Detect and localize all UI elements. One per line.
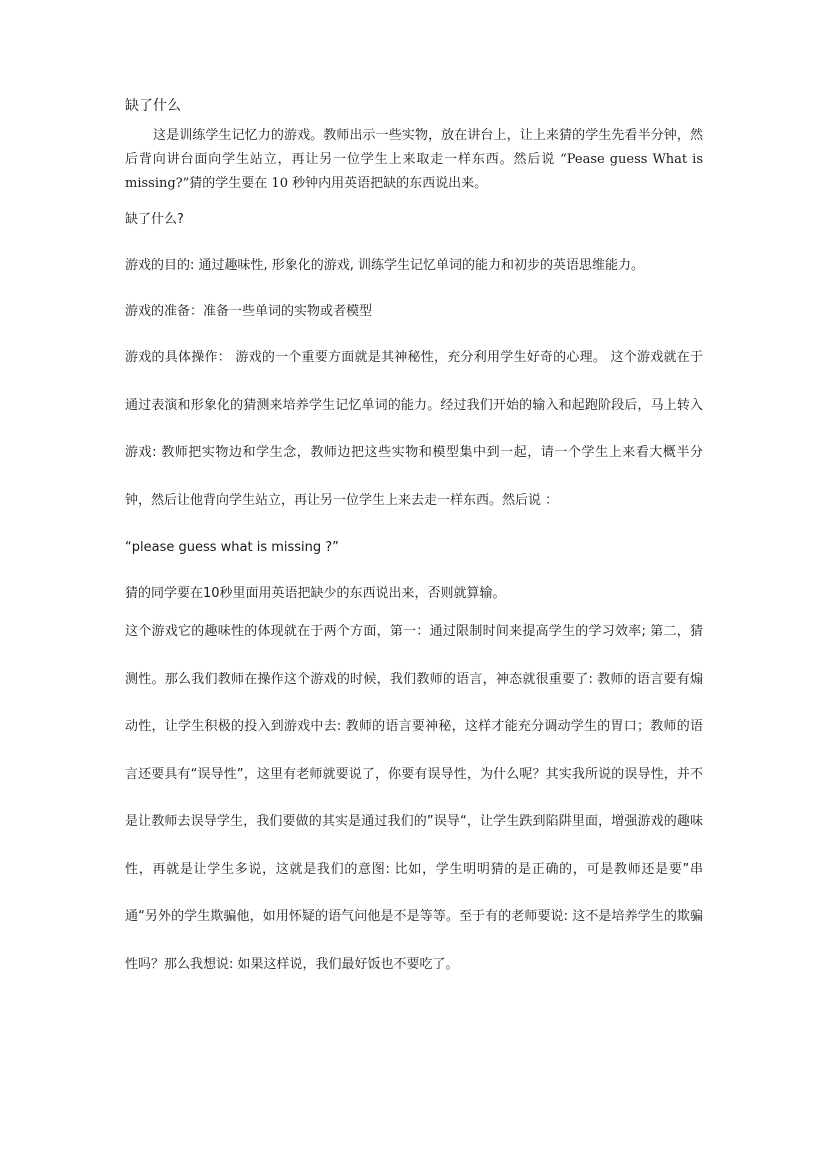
game-analysis: 这个游戏它的趣味性的体现就在于两个方面，第一：通过限制时间来提高学生的学习效率; 第二，猜测性。那么我们教师在操作这个游戏的时候，我们教师的语言，神态就很重要了: 教师的语言要有煽动性，让学生积极的投入到游戏中去: 教师的语言要神秘，这样才能充分调动学生的胃口；教师的语言还要具有“误导性”，这里有老师就要说了，你要有误导性，为什么呢？其实我所说的误导性，并不是让教师去误导学生，我们要做的其实是通过我们的”误导“，让学生跌到陷阱里面，增强游戏的趣味性，再就是让学生多说，这就是我们的意图: 比如，学生明明猜的是正确的，可是教师还是要”串通“另外的学生欺骗他，如用怀疑的语气问他是不是等等。至于有的老师要说: 这不是培养学生的欺骗性吗？那么我想说: 如果这样说，我们最好饭也不要吃了。	[125, 624, 703, 972]
game-purpose: 游戏的目的: 通过趣味性, 形象化的游戏, 训练学生记忆单词的能力和初步的英语思维能力。	[125, 258, 645, 273]
game-preparation: 游戏的准备：准备一些单词的实物或者模型	[125, 304, 373, 319]
intro-paragraph: 这是训练学生记忆力的游戏。教师出示一些实物，放在讲台上，让上来猜的学生先看半分钟，然后背向讲台面向学生站立，再让另一位学生上来取走一样东西。然后说 “Pease guess What is missing?”猜的学生要在 10 秒钟内用英语把缺的东西说出来。	[125, 128, 703, 191]
game-operation: 游戏的具体操作： 游戏的一个重要方面就是其神秘性，充分利用学生好奇的心理。 这个游戏就在于通过表演和形象化的猜测来培养学生记忆单词的能力。经过我们开始的输入和起跑阶段后，马上转入游戏: 教师把实物边和学生念，教师边把这些实物和模型集中到一起，请一个学生上来看大概半分钟，然后让他背向学生站立，再让另一位学生上来去走一样东西。然后说 ：	[125, 350, 703, 508]
game-quote: “please guess what is missing ?”	[125, 540, 339, 555]
document-body	[125, 96, 703, 988]
game-description	[125, 210, 703, 988]
section-subtitle: 缺了什么?	[125, 212, 184, 227]
game-rule: 猜的同学要在10秒里面用英语把缺少的东西说出来，否则就算输。	[125, 586, 506, 601]
document-title: 缺了什么	[125, 98, 181, 114]
